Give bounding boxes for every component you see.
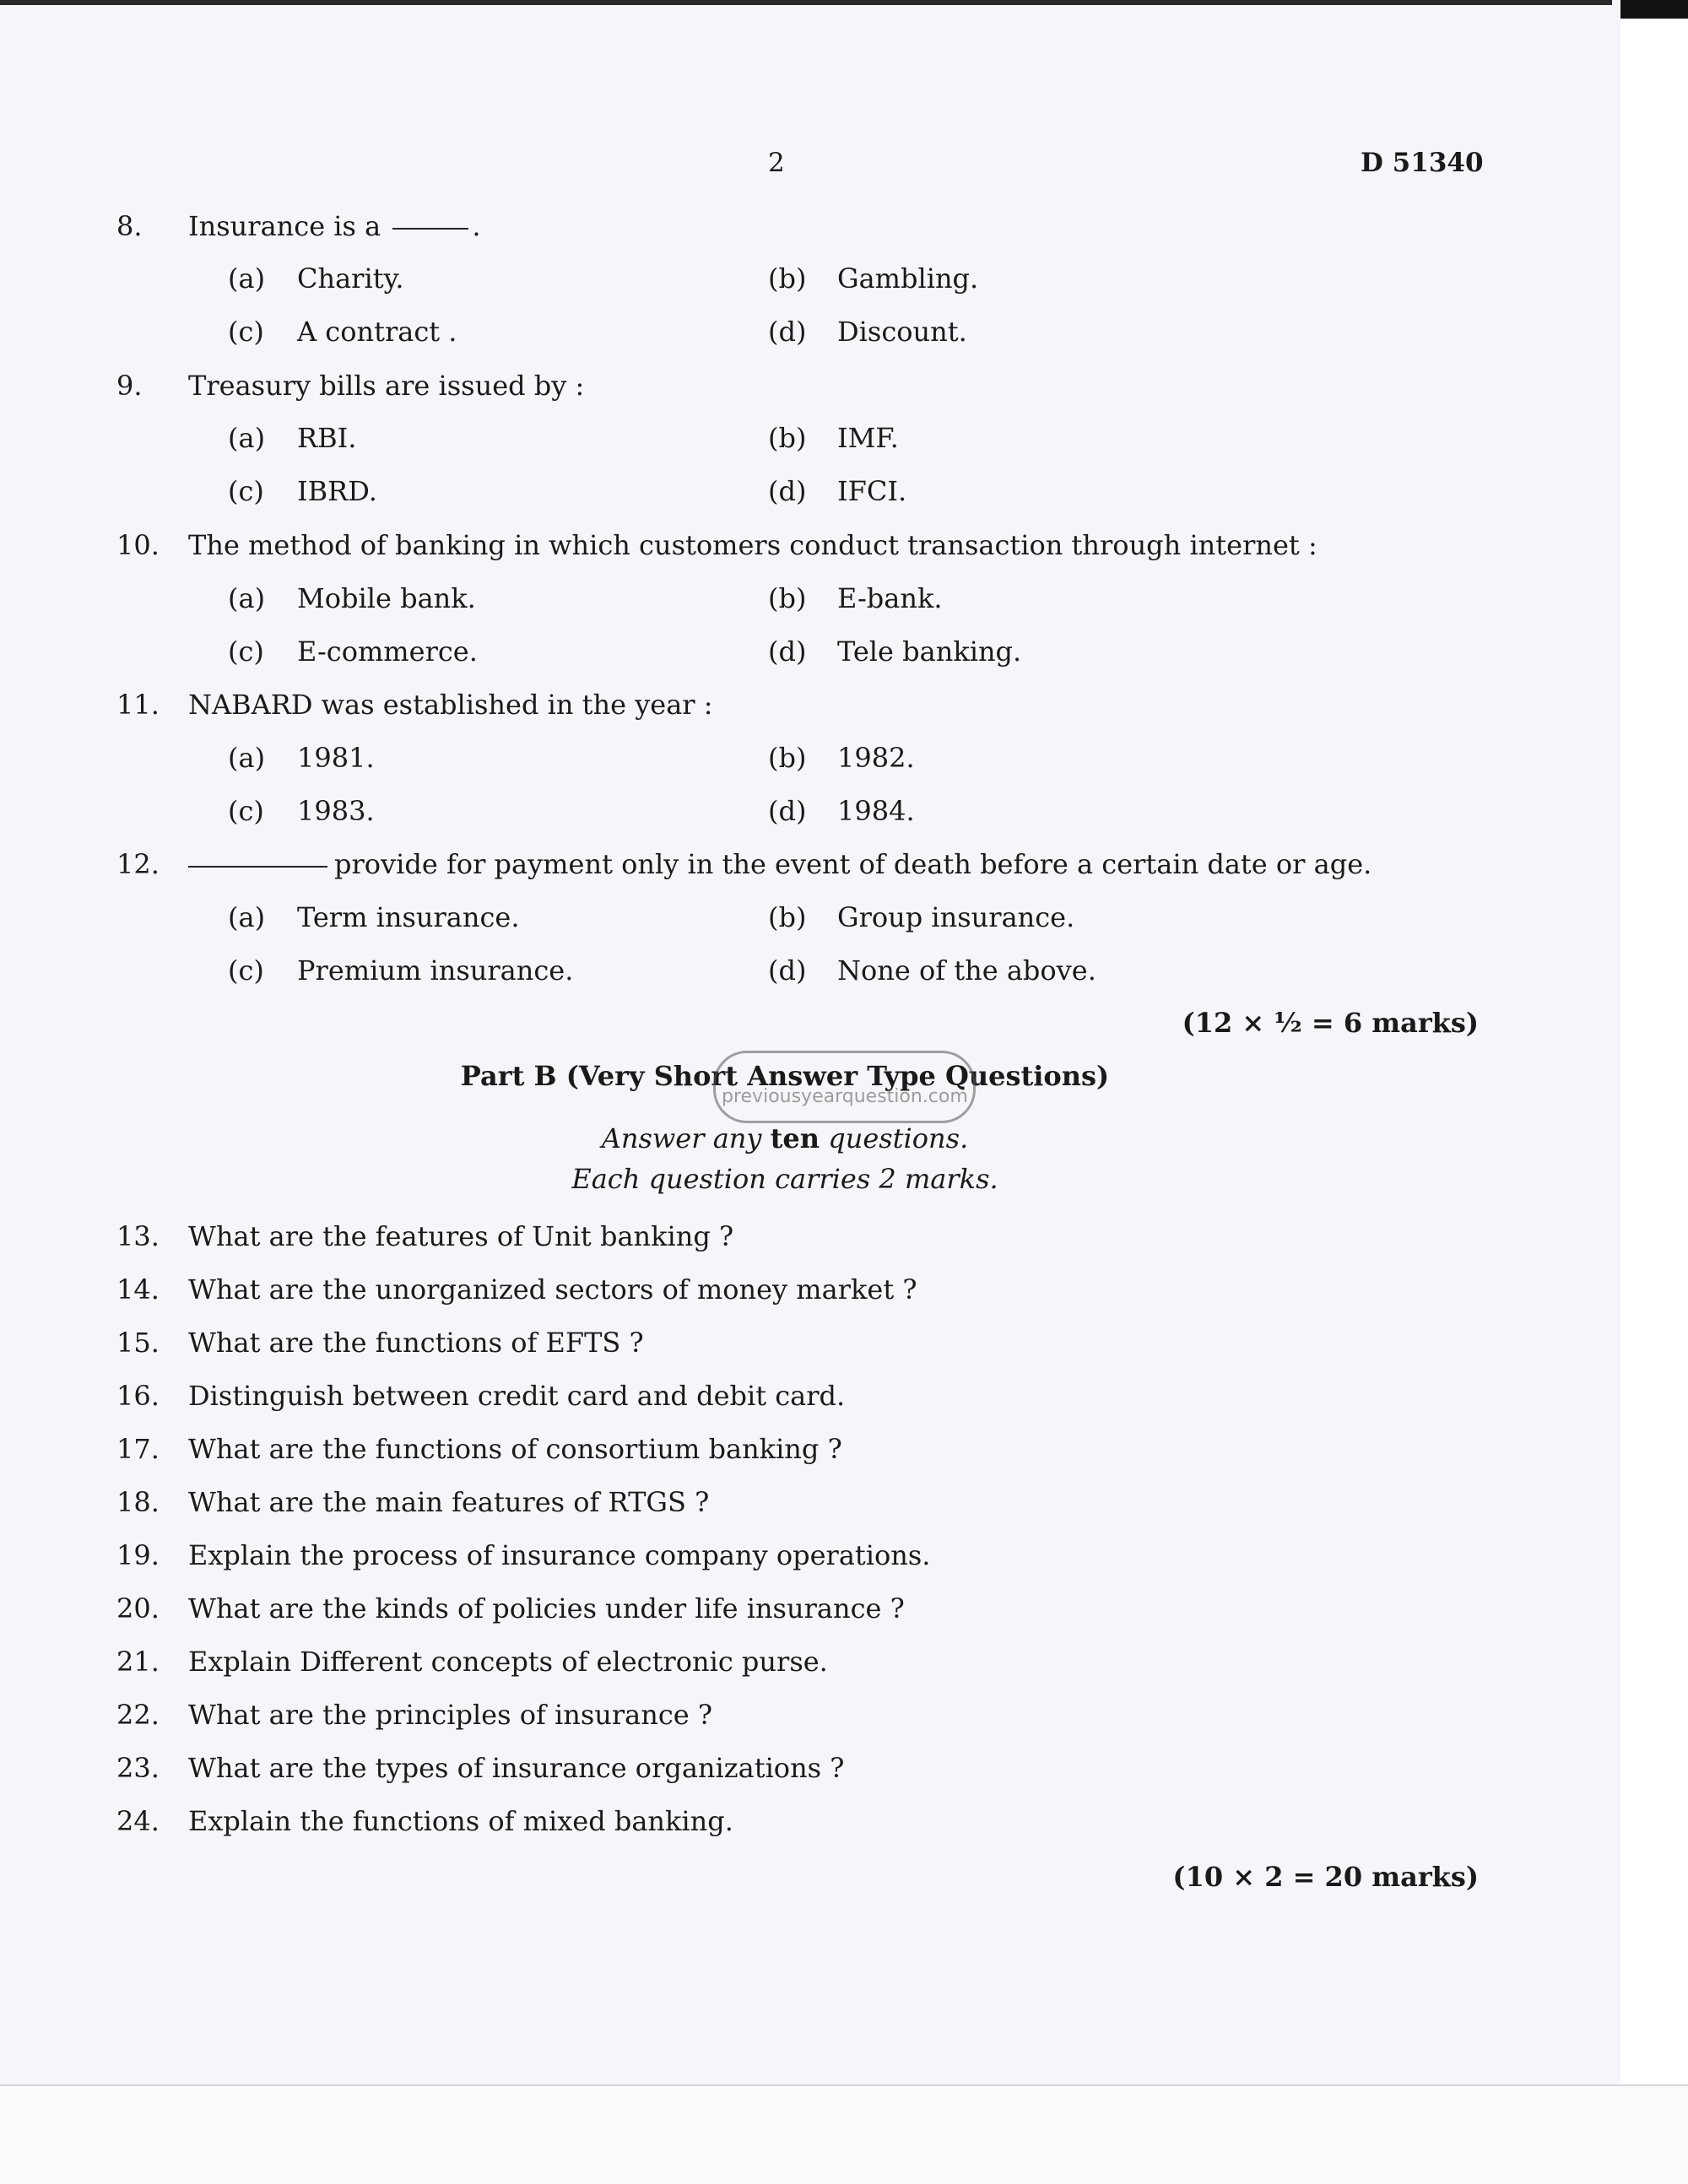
option-label: (c)	[228, 635, 264, 668]
watermark-text: previousyearquestion.com	[722, 1086, 968, 1107]
question-number: 21.	[116, 1646, 160, 1678]
option-label: (d)	[768, 954, 807, 987]
question-number: 11.	[116, 689, 160, 721]
answer-blank	[188, 866, 327, 868]
scan-top-edge	[0, 0, 1612, 5]
question-number: 12.	[116, 848, 160, 880]
question-number: 19.	[116, 1539, 160, 1571]
option-label: (b)	[768, 901, 807, 933]
scan-corner-mark	[1620, 0, 1688, 19]
part-b-title: Part B (Very Short Answer Type Questions)	[460, 1060, 1110, 1092]
option-text: IMF.	[837, 422, 899, 454]
question-number: 17.	[116, 1433, 160, 1465]
option-text: Premium insurance.	[297, 954, 574, 987]
question-number: 8.	[116, 210, 143, 242]
option-label: (a)	[228, 262, 266, 295]
question-number: 23.	[116, 1752, 160, 1784]
part-b-instruction-2: Each question carries 2 marks.	[571, 1163, 998, 1195]
question-text: Treasury bills are issued by :	[188, 370, 585, 402]
option-label: (a)	[228, 742, 266, 774]
question-text: What are the kinds of policies under life insurance ?	[188, 1592, 905, 1624]
question-number: 24.	[116, 1805, 160, 1837]
answer-blank	[392, 228, 468, 230]
option-label: (d)	[768, 475, 807, 507]
scan-right-margin	[1620, 0, 1688, 2184]
question-text: provide for payment only in the event of death before a certain date or age.	[188, 847, 1372, 881]
paper-code: D 51340	[1361, 148, 1484, 178]
option-label: (a)	[228, 901, 266, 933]
option-text: Charity.	[297, 262, 404, 295]
question-number: 22.	[116, 1699, 160, 1731]
question-number: 20.	[116, 1592, 160, 1624]
question-number: 10.	[116, 529, 160, 561]
question-number: 18.	[116, 1486, 160, 1518]
question-text: Explain the process of insurance company operations.	[188, 1539, 931, 1571]
option-text: Tele banking.	[837, 635, 1022, 668]
question-text: NABARD was established in the year :	[188, 689, 713, 721]
question-number: 15.	[116, 1327, 160, 1359]
question-text: What are the functions of EFTS ?	[188, 1327, 644, 1359]
option-label: (a)	[228, 422, 266, 454]
part-b-instruction-1: Answer any ten questions.	[601, 1122, 969, 1154]
option-label: (c)	[228, 954, 264, 987]
option-text: A contract .	[297, 316, 457, 348]
option-label: (b)	[768, 582, 807, 614]
option-label: (a)	[228, 582, 266, 614]
option-text: Group insurance.	[837, 901, 1075, 933]
question-text: What are the main features of RTGS ?	[188, 1486, 710, 1518]
option-text: E-commerce.	[297, 635, 478, 668]
option-label: (d)	[768, 635, 807, 668]
option-text: E-bank.	[837, 582, 943, 614]
option-text: Mobile bank.	[297, 582, 476, 614]
option-label: (b)	[768, 262, 807, 295]
question-text: Explain the functions of mixed banking.	[188, 1805, 733, 1837]
question-number: 9.	[116, 370, 143, 402]
option-label: (b)	[768, 422, 807, 454]
question-text: Insurance is a .	[188, 210, 481, 242]
option-label: (c)	[228, 316, 264, 348]
option-text: 1984.	[837, 795, 915, 827]
option-text: IFCI.	[837, 475, 907, 507]
question-text: What are the features of Unit banking ?	[188, 1220, 734, 1252]
option-text: RBI.	[297, 422, 357, 454]
page-number: 2	[768, 148, 785, 178]
question-text: What are the unorganized sectors of money market ?	[188, 1273, 917, 1306]
option-text: None of the above.	[837, 954, 1096, 987]
question-number: 16.	[116, 1380, 160, 1412]
question-text: What are the functions of consortium banking ?	[188, 1433, 842, 1465]
part-b-marks: (10 × 2 = 20 marks)	[1172, 1861, 1479, 1893]
question-number: 13.	[116, 1220, 160, 1252]
question-text: What are the types of insurance organizations ?	[188, 1752, 845, 1784]
option-text: Gambling.	[837, 262, 979, 295]
option-text: Discount.	[837, 316, 967, 348]
option-label: (d)	[768, 795, 807, 827]
option-label: (b)	[768, 742, 807, 774]
question-text: The method of banking in which customers conduct transaction through internet :	[188, 529, 1317, 561]
option-text: Term insurance.	[297, 901, 520, 933]
option-text: 1982.	[837, 742, 915, 774]
option-label: (c)	[228, 795, 264, 827]
option-label: (c)	[228, 475, 264, 507]
option-text: IBRD.	[297, 475, 377, 507]
question-text: Explain Different concepts of electronic purse.	[188, 1646, 828, 1678]
page-header	[0, 148, 1620, 181]
question-text: Distinguish between credit card and debit card.	[188, 1380, 846, 1412]
option-text: 1981.	[297, 742, 375, 774]
option-label: (d)	[768, 316, 807, 348]
option-text: 1983.	[297, 795, 375, 827]
question-number: 14.	[116, 1273, 160, 1306]
scan-bottom-margin	[0, 2084, 1688, 2184]
question-text: What are the principles of insurance ?	[188, 1699, 713, 1731]
part-a-marks: (12 × ½ = 6 marks)	[1182, 1007, 1479, 1039]
